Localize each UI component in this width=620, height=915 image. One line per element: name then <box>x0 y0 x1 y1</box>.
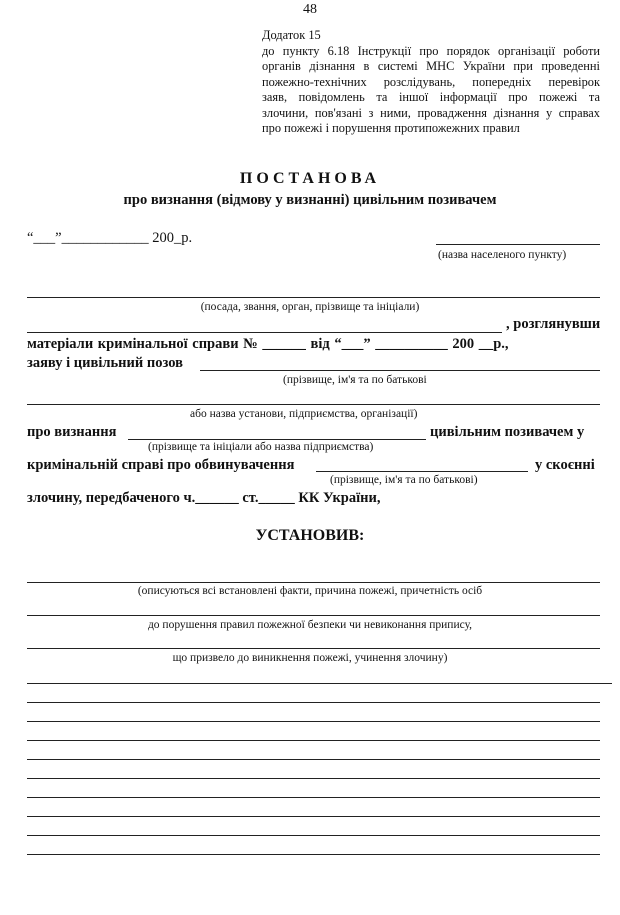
appendix-line: злочини, пов'язані з ними, провадження дізнання у справах <box>262 105 600 120</box>
org-hint: або назва установи, підприємства, організації) <box>190 408 418 420</box>
appendix-line: заяв, повідомлень та іншої інформації про пожежі та <box>262 90 600 104</box>
text-line[interactable] <box>27 702 600 703</box>
name-hint: (прізвище, ім'я та по батькові <box>283 374 427 386</box>
appendix-line: про пожежі і порушення протипожежних правил <box>262 121 520 135</box>
page-number: 48 <box>303 2 317 17</box>
claimant-line[interactable] <box>200 370 600 371</box>
criminal-case-label: кримінальній справі про обвинувачення <box>27 457 295 473</box>
text-line[interactable] <box>27 683 612 684</box>
reviewed-label: , розглянувши <box>506 316 601 332</box>
appendix-line: пожежно-технічних розслідувань, попередніх перевірок <box>262 74 600 89</box>
facts-hint-2: до порушення правил пожежної безпеки чи невиконання припису, <box>147 619 473 631</box>
settlement-hint: (назва населеного пункту) <box>438 249 567 261</box>
crime-line: злочину, передбаченого ч.______ ст._____ КК України, <box>27 490 381 506</box>
text-line[interactable] <box>27 835 600 836</box>
committed-label: у скоєнні <box>535 457 595 473</box>
text-line[interactable] <box>27 797 600 798</box>
facts-hint-1: (описуються всі встановлені факти, причина пожежі, причетність осіб <box>137 585 483 597</box>
established-heading: УСТАНОВИВ: <box>255 527 365 544</box>
accused-line[interactable] <box>316 471 528 472</box>
appendix-title: Додаток 15 <box>262 28 321 42</box>
appendix-line: органів дізнання в системі МНС України при проведенні <box>262 59 600 73</box>
text-line[interactable] <box>27 740 600 741</box>
facts-hint-3: що призвело до виникнення пожежі, учинення злочину) <box>172 652 448 664</box>
text-line[interactable] <box>27 759 600 760</box>
initials-org-hint: (прізвище та ініціали або назва підприємства) <box>148 441 374 453</box>
settlement-line[interactable] <box>436 244 600 245</box>
materials-line: матеріали кримінальної справи № ______ від “___” __________ 200 __р., <box>27 336 509 352</box>
facts-line-2[interactable] <box>27 615 600 616</box>
claim-label: заяву і цивільний позов <box>27 355 183 371</box>
text-line[interactable] <box>27 778 600 779</box>
civil-plaintiff-label: цивільним позивачем у <box>430 424 585 440</box>
text-line[interactable] <box>27 854 600 855</box>
claimant-line-2[interactable] <box>27 404 600 405</box>
appendix-note <box>262 28 600 137</box>
facts-line-1[interactable] <box>27 582 600 583</box>
position-hint: (посада, звання, орган, прізвище та ініціали) <box>200 301 420 313</box>
recognized-party-line[interactable] <box>128 439 426 440</box>
text-line[interactable] <box>27 721 600 722</box>
text-line[interactable] <box>27 816 600 817</box>
facts-line-3[interactable] <box>27 648 600 649</box>
name-hint-2: (прізвище, ім'я та по батькові) <box>330 474 478 486</box>
position-line-2[interactable] <box>27 332 502 333</box>
document-subtitle: про визнання (відмову у визнанні) цивільним позивачем <box>123 192 497 208</box>
date-field[interactable]: “___”____________ 200_р. <box>27 230 193 246</box>
document-title: ПОСТАНОВА <box>239 170 381 187</box>
position-line[interactable] <box>27 297 600 298</box>
appendix-line: до пункту 6.18 Інструкції про порядок організації роботи <box>262 43 600 58</box>
recognition-label: про визнання <box>27 424 117 440</box>
